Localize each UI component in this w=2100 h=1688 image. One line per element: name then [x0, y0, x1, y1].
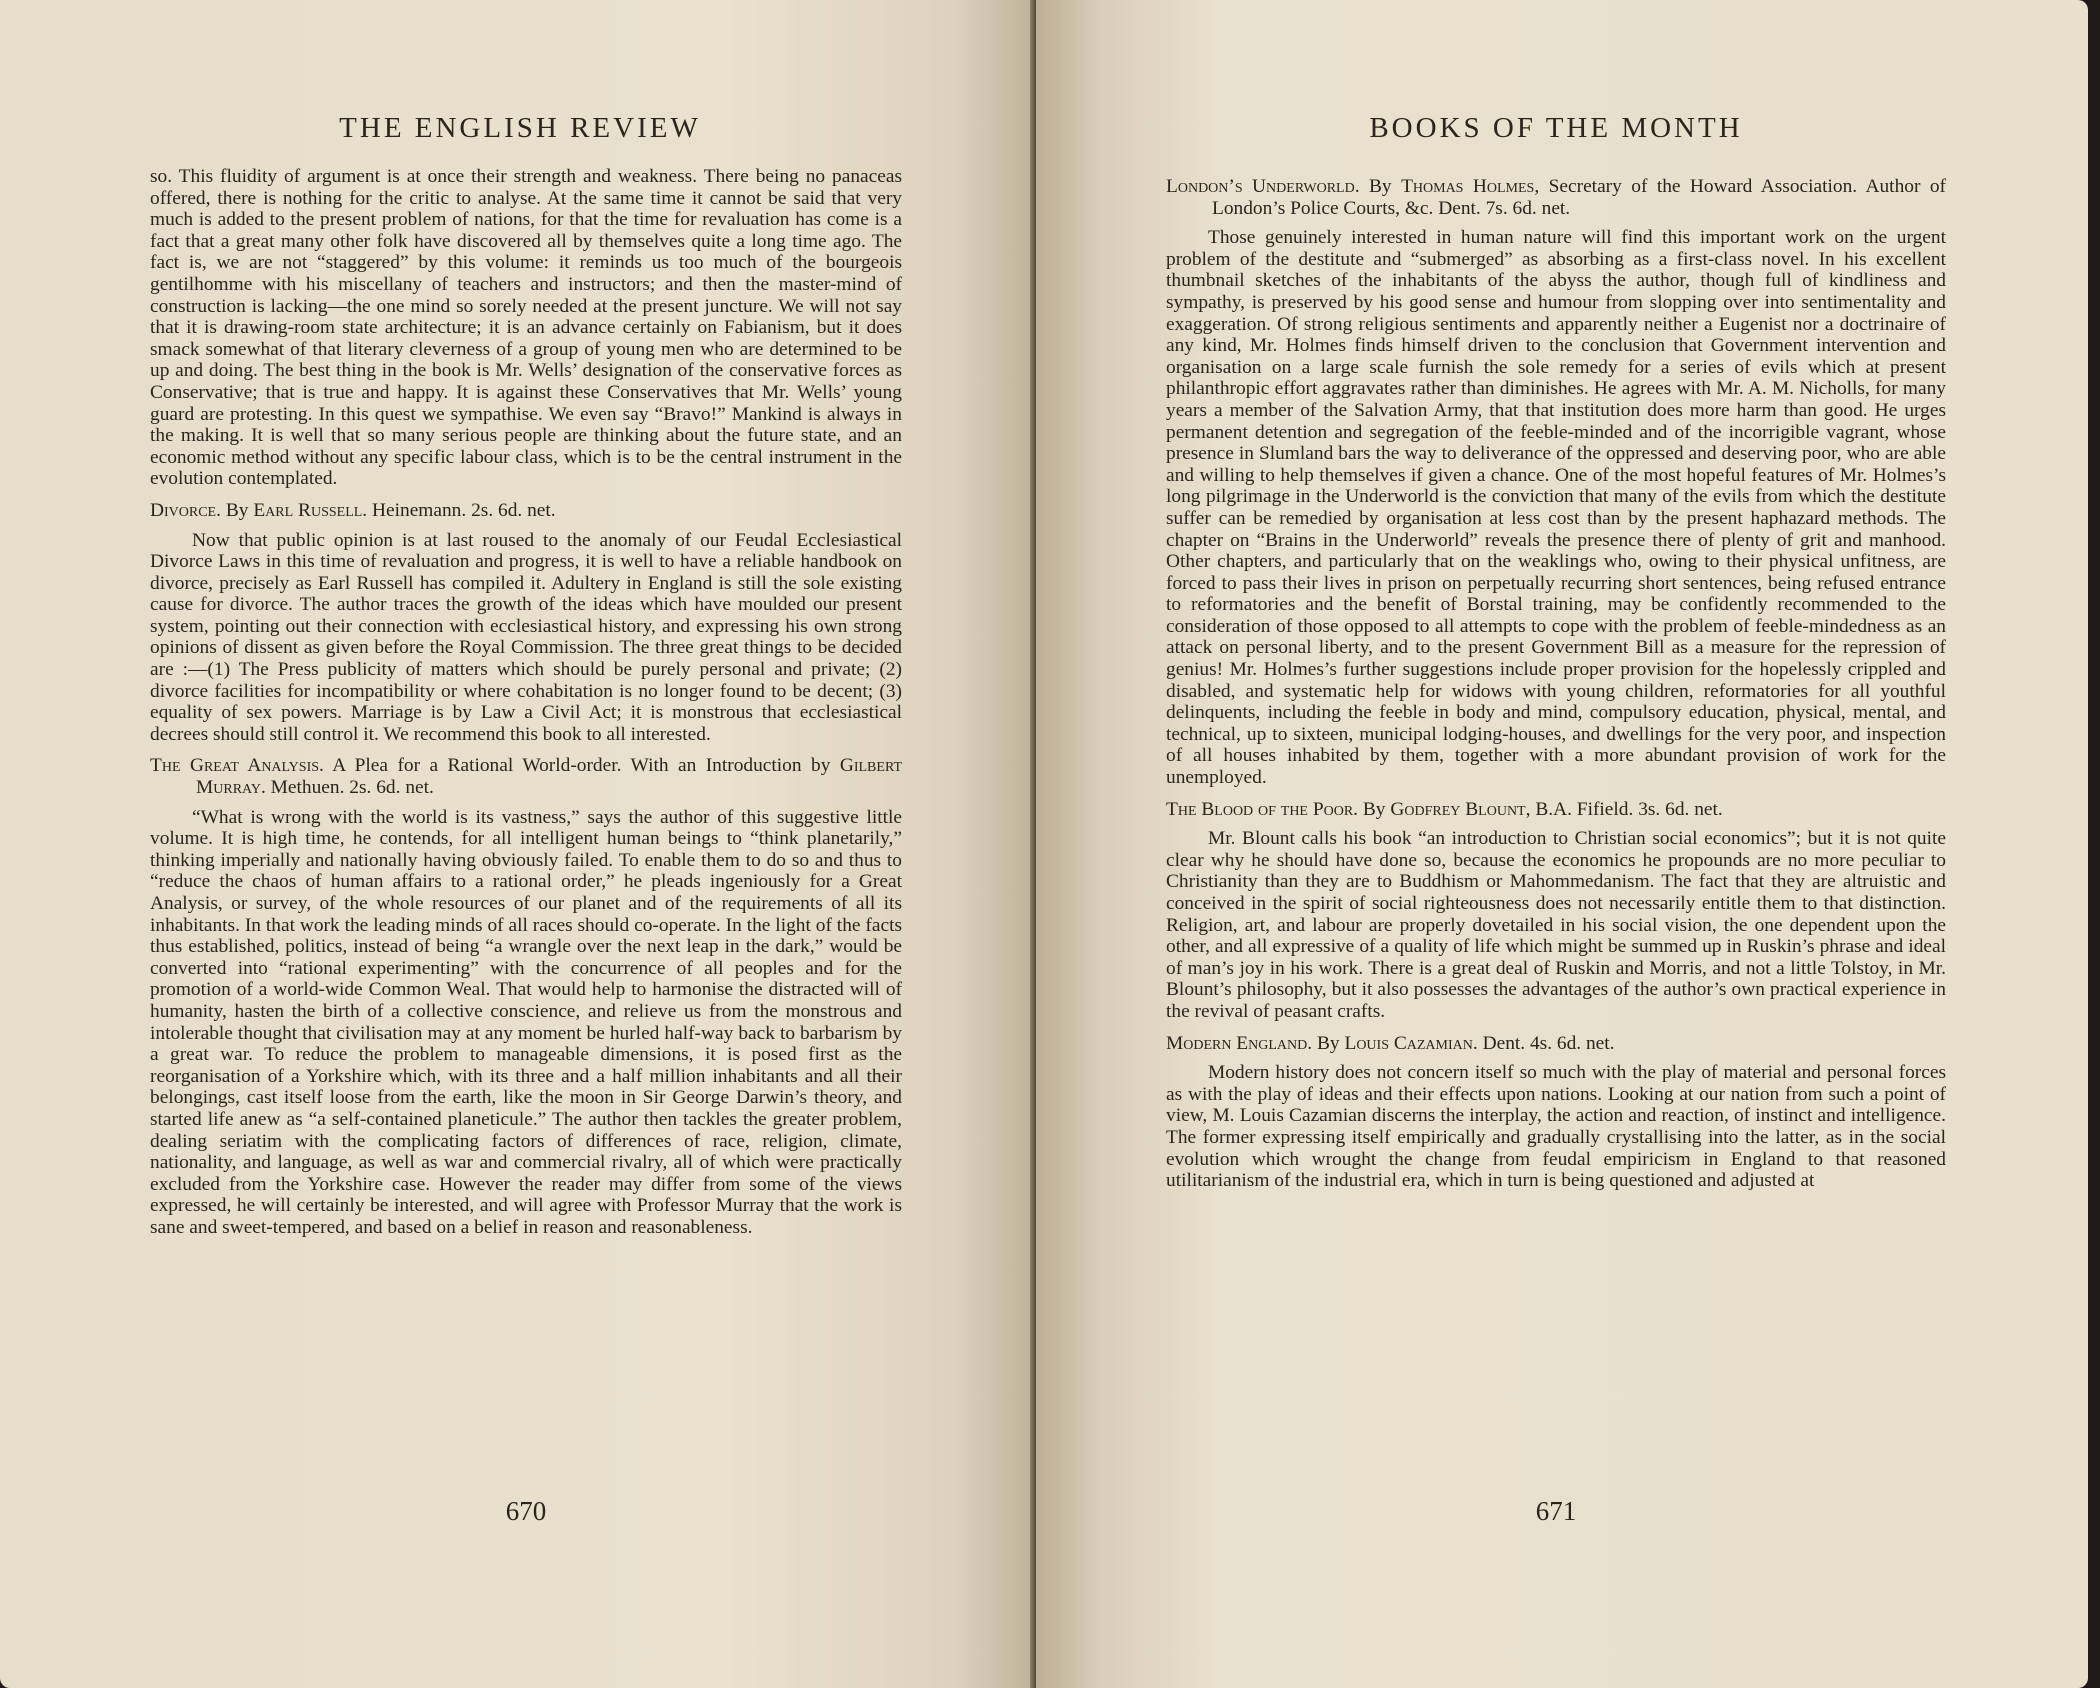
review-heading-blood-of-the-poor — [1166, 799, 1946, 821]
book-publisher: Methuen. 2s. 6d. net. — [270, 777, 434, 799]
book-author: Gilbert Murray. — [196, 755, 902, 799]
book-subtitle: A Plea for a Rational World-order. With an Introduction by — [332, 755, 831, 777]
book-publisher: Dent. 4s. 6d. net. — [1482, 1032, 1615, 1054]
book-author: Louis Cazamian. — [1344, 1032, 1478, 1054]
left-page-text — [150, 166, 902, 1239]
review-body: Now that public opinion is at last roused to the anomaly of our Feudal Ecclesiastical Divorce Laws in this time of revaluation and progress, it is well to have a reliable handbook on divorce, precisely as Earl Russell has compiled it. Adultery in England is still the sole existing cause for divorce. The author traces the growth of the ideas which have moulded our present system, pointing out their connection with ecclesiastical history, and expressing his own strong opinions of dissent as given before the Royal Commission. The three great things to be decided are :—(1) The Press publicity of matters which should be purely personal and private; (2) divorce facilities for incompatibility or where cohabitation is no longer found to be decent; (3) equality of sex powers. Marriage is by Law a Civil Act; it is monstrous that ecclesiastical decrees should still control it. We recommend this book to all interested. — [150, 529, 902, 745]
review-body: Mr. Blount calls his book “an introduction to Christian social economics”; but it is not quite clear why he should have done so, because the economics he propounds are no more peculiar to Christianity than they are to Buddhism or Mahommedanism. The fact that they are altruistic and conceived in the spirit of social righteousness does not necessarily entitle them to that distinction. Religion, art, and labour are properly dovetailed in his social vision, the one dependent upon the other, and all expressive of a quality of life which might be summed up in Ruskin’s phrase and ideal of man’s joy in his work. There is a great deal of Ruskin and Morris, and not a little Tolstoy, in Mr. Blount’s philosophy, but it also possesses the advantages of the author’s own practical experience in the revival of peasant crafts. — [1166, 828, 1946, 1022]
right-page-text — [1166, 176, 1946, 1192]
book-title: London’s Underworld. — [1166, 176, 1360, 197]
book-author: Thomas Holmes, — [1401, 176, 1540, 197]
review-body: Modern history does not concern itself so much with the play of material and personal forces as with the play of ideas and their effects upon nations. Looking at our nation from such a point of view, M. Louis Cazamian discerns the interplay, the action and reaction, of instinct and intelligence. The former expressing itself empirically and gradually crystallising into the latter, as in the social evolution which wrought the change from feudal empiricism in England to that reasoned utilitarianism of the industrial era, which in turn is being questioned and adjusted at — [1166, 1062, 1946, 1192]
book-title: The Great Analysis. — [150, 755, 324, 777]
byline: By — [1369, 176, 1392, 197]
book-title: The Blood of the Poor. — [1166, 798, 1359, 820]
review-heading-modern-england — [1166, 1033, 1946, 1055]
book-publisher: B.A. Fifield. 3s. 6d. net. — [1535, 798, 1723, 820]
right-page — [1036, 0, 2088, 1688]
left-page — [0, 0, 1036, 1688]
running-head: THE ENGLISH REVIEW — [339, 112, 701, 144]
review-heading-great-analysis — [150, 755, 902, 798]
book-author: Godfrey Blount, — [1390, 798, 1531, 820]
page-number: 670 — [505, 1496, 547, 1526]
book-publisher: Secretary of the Howard Association. Author of London’s Police Courts, &c. Dent. 7s. 6d. net. — [1212, 176, 1946, 219]
byline: By — [1316, 1032, 1340, 1054]
continued-paragraph: so. This fluidity of argument is at once their strength and weakness. There being no panaceas offered, there is nothing for the critic to analyse. At the same time it cannot be said that very much is added to the present problem of nations, for that the time for revaluation has come is a fact that a great many other folk have discovered all by themselves quite a long time ago. The fact is, we are not “staggered” by this volume: it reminds us too much of the bourgeois gentilhomme with his miscellany of teachers and instructors; and then the master-mind of construction is lacking—the one mind so sorely needed at the present juncture. We will not say that it is drawing-room state architecture; it is an advance certainly on Fabianism, but it does smack somewhat of that literary cleverness of a group of young men who are determined to be up and doing. The best thing in the book is Mr. Wells’ designation of the conservative forces as Conservative; that is true and happy. It is against these Conservatives that Mr. Wells’ young guard are protesting. In this quest we sympathise. We even say “Bravo!” Mankind is always in the making. It is well that so many serious people are thinking about the future state, and an economic method without any specific labour class, which is to be the central instrument in the evolution contemplated. — [150, 166, 902, 490]
byline: By — [225, 499, 249, 521]
running-head: BOOKS OF THE MONTH — [1369, 112, 1743, 144]
book-author: Earl Russell. — [253, 499, 368, 521]
review-heading-londons-underworld — [1166, 176, 1946, 219]
page-number: 671 — [1535, 1496, 1577, 1526]
review-heading-divorce — [150, 500, 902, 522]
byline: By — [1362, 798, 1386, 820]
book-title: Divorce. — [150, 499, 221, 521]
review-body: Those genuinely interested in human nature will find this important work on the urgent problem of the destitute and “submerged” as absorbing as a first-class novel. In his excellent thumbnail sketches of the inhabitants of the abyss the author, though full of kindliness and sympathy, is preserved by his good sense and humour from slopping over into sentimentality and exaggeration. Of strong religious sentiments and apparently neither a Eugenist nor a doctrinaire of any kind, Mr. Holmes finds himself driven to the conclusion that Government intervention and organisation on a large scale furnish the sole remedy for a series of evils which at present philanthropic effort aggravates rather than diminishes. He agrees with Mr. A. M. Nicholls, for many years a member of the Salvation Army, that that institution does more harm than good. He urges permanent detention and segregation of the feeble-minded and of the incorrigible vagrant, whose presence in Slumland bars the way to deliverance of the oppressed and deserving poor, who are able and willing to help themselves if given a chance. One of the most hopeful features of Mr. Holmes’s long pilgrimage in the Underworld is the conviction that many of the evils from which the destitute suffer can be remedied by organisation at less cost than by the present haphazard methods. The chapter on “Brains in the Underworld” reveals the presence there of plenty of grit and manhood. Other chapters, and particularly that on the weaklings who, owing to their physical unfitness, are forced to pass their lives in prison on perpetually recurring short sentences, being refused entrance to reformatories and the benefit of Borstal training, may be confidently recommended to the consideration of those opposed to all attempts to cope with the problem of feeble-mindedness as an attack on personal liberty, and to the present Government Bill as a measure for the repression of genius! Mr. Holmes’s further suggestions include proper provision for the hopelessly crippled and disabled, and systematic help for widows with young children, reformatories for all youthful delinquents, including the feeble in body and mind, compulsory education, physical, mental, and technical, up to sixteen, municipal lodging-houses, and dwellings for the very poor, and inspection of all houses inhabited by them, together with a more abundant provision of work for the unemployed. — [1166, 227, 1946, 789]
review-body: “What is wrong with the world is its vastness,” says the author of this suggestive little volume. It is high time, he contends, for all intelligent human beings to “think planetarily,” thinking imperially and nationally having obviously failed. To enable them to do so and thus to “reduce the chaos of human affairs to a rational order,” he pleads ingeniously for a Great Analysis, or survey, of the whole resources of our planet and of the requirements of all its inhabitants. In that work the leading minds of all races should co-operate. In the light of the facts thus established, politics, instead of being “a wrangle over the next leap in the dark,” would be converted into “rational experimenting” with the concurrence of all peoples and for the promotion of a world-wide Common Weal. That would help to harmonise the distracted will of humanity, hasten the birth of a collective conscience, and relieve us from the monstrous and intolerable thought that civilisation may at any moment be hurled half-way back to barbarism by a great war. To reduce the problem to manageable dimensions, it is posed first as the reorganisation of a Yorkshire which, with its three and a half million inhabitants and all their belongings, cast itself loose from the earth, like the moon in Sir George Darwin’s theory, and started life anew as “a self-contained planeticule.” The author then tackles the greater problem, dealing seriatim with the complicating factors of differences of race, religion, climate, nationality, and language, as well as war and commercial rivalry, all of which were practically excluded from the Yorkshire case. However the reader may differ from some of the views expressed, he will certainly be interested, and will agree with Professor Murray that the work is sane and sweet-tempered, and based on a belief in reason and reasonableness. — [150, 806, 902, 1238]
book-publisher: Heinemann. 2s. 6d. net. — [372, 499, 556, 521]
book-title: Modern England. — [1166, 1032, 1313, 1054]
